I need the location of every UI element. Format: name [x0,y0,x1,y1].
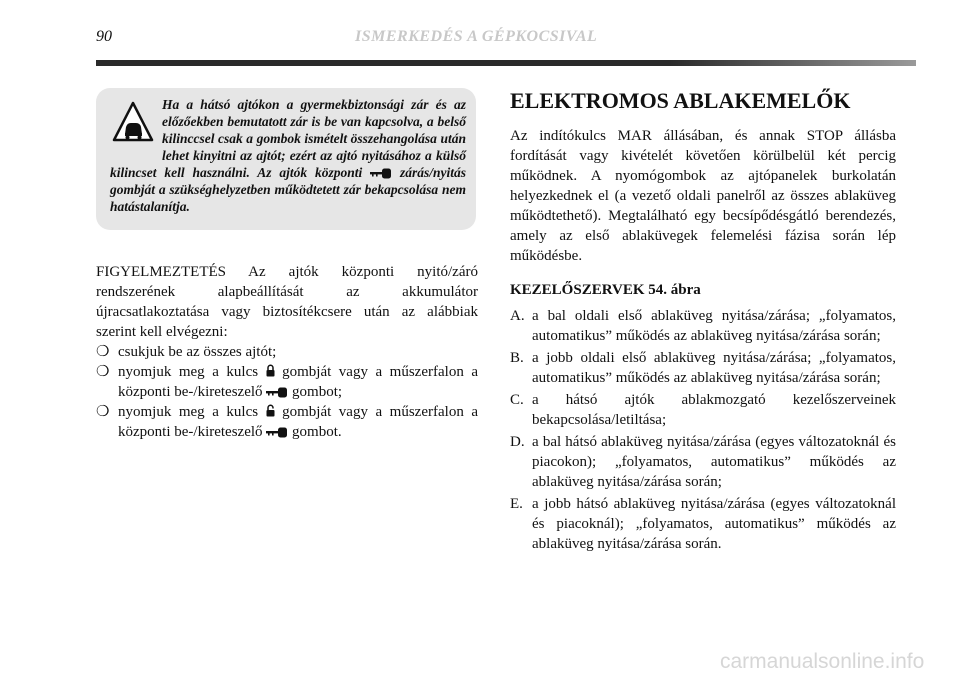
warning-text-part-1: Ha a hátsó ajtókon a gyermekbiztonsági zár és az előzőekben bemutatott zár is be van kapcsolva, a belső kilinccsel csak a gombok ismételt összehangolása után lehet kinyitni az ajtót; ezért az ajtó nyitásához a külső kilincset kell használni. Az ajtók központi [110,97,466,180]
list-item: D. a bal hátsó ablaküveg nyitása/zárása (egyes változatoknál és piacokon); „folyamatos, automatikus” működés az ablaküveg nyitása/zárása során; [510,434,896,490]
warning-text [110,96,466,215]
left-column [96,262,478,442]
bullet-icon: ❍ [96,344,110,360]
header-rule [96,60,916,66]
watermark: carmanualsonline.info [720,650,925,673]
controls-subheading: KEZELŐSZERVEK 54. ábra [510,282,701,298]
list-item: C. a hátsó ajtók ablakmozgató kezelőszerveinek bekapcsolása/letiltása; [510,392,896,428]
list-item: ❍ csukjuk be az összes ajtót; [96,344,277,360]
list-item: ❍ nyomjuk meg a kulcs gombját vagy a műszerfalon a központi be-/kireteszelő gombot. [96,404,478,440]
bullet-icon: ❍ [96,404,110,420]
list-item: E. a jobb hátsó ablaküveg nyitása/zárása (egyes változatoknál és piacoknál); „folyamatos, automatikus” működés az ablaküveg nyitása/zárása során. [510,496,896,552]
central-lock-key-icon [266,387,288,398]
warning-box [96,88,476,230]
list-item: ❍ nyomjuk meg a kulcs gombját vagy a műszerfalon a központi be-/kireteszelő gombot; [96,364,478,400]
window-lifts-intro: Az indítókulcs MAR állásában, és annak STOP állásba fordítását vagy kivételét követően körülbelül két percig működnek. A nyomógombok az ajtópanelek burkolatán helyezkednek el (a vezető oldali panelről az összes ablaküveg működtethető). Megtalálható egy becsípődésgátló berendezés, amely az első ablaküvegek felemelési fázisa során lép működésbe. [510,128,896,264]
section-title: ISMERKEDÉS A GÉPKOCSIVAL [355,28,598,45]
padlock-icon [266,364,275,377]
list-item: A. a bal oldali első ablaküveg nyitása/zárása; „folyamatos, automatikus” működés az ablaküveg nyitása/zárása során; [510,308,896,344]
list-item: B. a jobb oldali első ablaküveg nyitása/zárása; „folyamatos, automatikus” működés az ablaküveg nyitása/zárása során; [510,350,896,386]
unlocked-padlock-icon [266,404,275,417]
reset-instructions-intro: FIGYELMEZTETÉS Az ajtók központi nyitó/záró rendszerének alapbeállítását az akkumulátor újracsatlakoztatása vagy biztosítékcsere után az alábbiak szerint kell elvégezni: [96,264,478,340]
central-lock-key-icon [370,168,392,179]
page-number: 90 [96,28,112,45]
reset-steps-list [96,342,478,442]
warning-triangle-icon [112,100,154,146]
right-column [510,88,896,556]
warning-text-part-2: zárás/nyitás gombját a szükséghelyzetben működtetett zár bekapcsolása nem hatástalanítja. [110,165,467,214]
central-lock-key-icon [266,427,288,438]
chapter-heading: ELEKTROMOS ABLAKEMELŐK [510,88,851,113]
bullet-icon: ❍ [96,364,110,380]
controls-list [510,306,896,554]
